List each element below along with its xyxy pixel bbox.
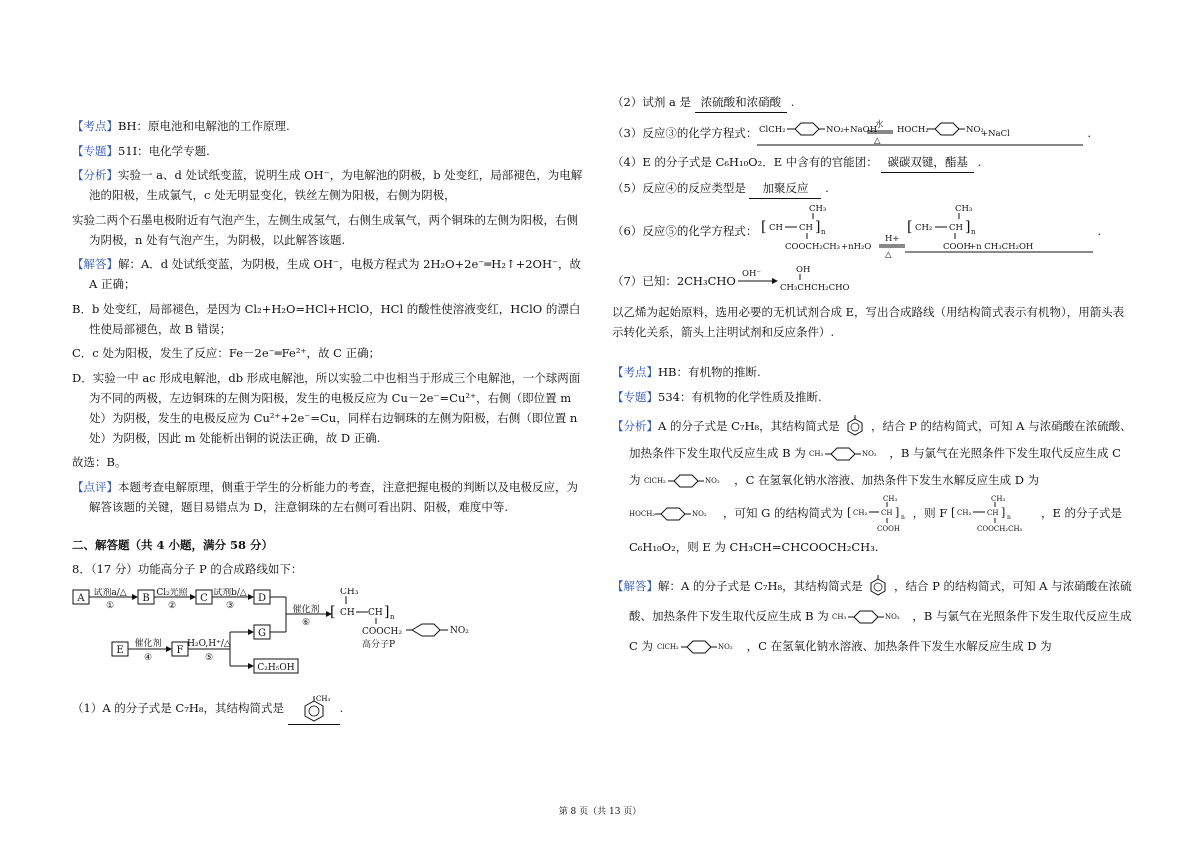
reagent-1: 试剂a/△ [93, 587, 127, 598]
step-2: ② [167, 600, 177, 611]
q8-analysis: 【分析】A 的分子式是 C₇H₈，其结构简式是 ，结合 P 的结构简式，可知 A 与浓硝酸在浓硫酸、加热条件下发生取代反应生成 B 为 CH₃ NO₂ ，B 与氯气在光照条件下发生取代反应生成 C 为 ClCH₂ NO₂ ，C 在氢氧化钠水溶液、加热条件下发生水解反应生成 D 为 HOCH₂ NO₂ ，可知 G 的结构简式为 CH₃ [ CH₂ CH ] n COOH ，则 F CH₃ [ CH₂ CH ] n COOCH₂CH₃ ，E 的分子式是 C₆H₁₀O₂，则 E 为 CH₃CH=CHCOOCH₂CH₃. [612, 413, 1132, 561]
step-1: ① [105, 600, 115, 611]
svg-text:CH₂: CH₂ [956, 508, 972, 517]
svg-text:NO₂: NO₂ [705, 476, 720, 485]
section-title: 二、解答题（共 4 小题，满分 58 分） [72, 537, 274, 552]
q8-q4-answer: 碳碳双键，酯基 [881, 152, 974, 173]
svg-text:COOH: COOH [876, 524, 900, 533]
reagent-3: 试剂b/△ [213, 587, 247, 598]
svg-text:[: [ [907, 219, 913, 235]
svg-text:CH₃: CH₃ [955, 204, 973, 214]
q7-answer-a: 【解答】解：A．d 处试纸变蓝，为阴极，生成 OH⁻，电极方程式为 2H₂O+2e⁻═H₂↑+2OH⁻，故 A 正确； [72, 257, 582, 291]
q7-analysis-2: 实验二两个石墨电极附近有气泡产生，左侧生成氢气，右侧生成氧气，两个铜珠的左侧为阳极，右侧为阴极，n 处有气泡产生，为阴极，以此解答该题. [72, 212, 578, 247]
svg-text:[: [ [950, 505, 956, 519]
q8-q3: （3）反应③的化学方程式： ClCH₂ NO₂ +NaOH 水 △ HOCH₂ NO₂ +NaCl . [612, 119, 1091, 146]
label-g: G [258, 627, 266, 639]
compound-c-structure-2 [657, 639, 747, 655]
svg-text:CH₂: CH₂ [852, 508, 867, 517]
q8-q1-answer [288, 694, 340, 725]
q7-point: 【考点】BH：原电池和电解池的工作原理. [72, 119, 290, 133]
svg-text:CH: CH [949, 223, 964, 233]
synthesis-route-diagram [72, 588, 552, 680]
reagent-4: 催化剂 [134, 638, 162, 649]
svg-text:n: n [971, 228, 976, 236]
svg-text:]: ] [894, 505, 899, 519]
compound-c-structure [644, 473, 734, 489]
page-footer: 第 8 页（共 13 页） [558, 807, 642, 817]
q7-comment: 【点评】本题考查电解原理，侧重于学生的分析能力的考查，注意把握电极的判断以及电极反应，为解答该题的关键，题目易错点为 D，注意铜珠的左右侧可看出阴、阳极，难度中等. [72, 479, 578, 514]
polymer-p-label: 高分子P [362, 639, 396, 650]
svg-text:CH₂: CH₂ [915, 223, 933, 233]
svg-text:n: n [1006, 513, 1011, 521]
q7-topic: 【专题】51I：电化学专题. [72, 143, 210, 158]
svg-text:NO₂: NO₂ [692, 509, 707, 518]
p-n: n [390, 612, 395, 621]
q8-q5: （5）反应④的反应类型是 加聚反应 . [612, 178, 1132, 199]
toluene-icon-2 [866, 574, 890, 600]
step-6: ⑥ [301, 617, 311, 628]
reagent-6: 催化剂 [292, 604, 320, 615]
p-ch3: CH₃ [340, 587, 359, 597]
q8-q1: （1）A 的分子式是 C₇H₈，其结构简式是 CH₃ . [72, 694, 587, 725]
compound-b-structure-2 [832, 609, 912, 625]
svg-text:CH₃: CH₃ [315, 694, 330, 703]
svg-text:+n CH₃CH₂OH: +n CH₃CH₂OH [969, 242, 1034, 252]
step-4: ④ [143, 652, 153, 663]
q7-answer-d: D．实验一中 ac 形成电解池，db 形成电解池，所以实验二中也相当于形成三个电解池，一个球两面为不同的两极，左边铜珠的左侧为阳极，发生的电极反应为 Cu－2e⁻=Cu²⁺，右侧（即位置 m 处）为阴极，发生的电极反应为 Cu²⁺+2e⁻=Cu，同样右边铜珠的左侧为阳极，右侧（即位置 n 处）为阴极，因此 m 处能析出铜的说法正确，故 D 正确. [72, 370, 581, 445]
reagent-2: Cl₂光照 [156, 587, 188, 598]
q8-q2-answer: 浓硫酸和浓硝酸 [695, 92, 788, 113]
svg-text:CH₃: CH₃ [832, 612, 847, 621]
svg-text:NO₂: NO₂ [966, 124, 985, 135]
label-ethanol: C₂H₅OH [257, 662, 295, 673]
aldol-reaction [736, 264, 876, 298]
svg-text:OH: OH [795, 264, 811, 275]
svg-text:]: ] [965, 219, 971, 235]
q7-answer-c: C．c 处为阳极，发生了反应：Fe－2e⁻═Fe²⁺，故 C 正确； [72, 346, 381, 360]
svg-text:△: △ [885, 250, 892, 259]
svg-text:+NaOH: +NaOH [843, 124, 878, 135]
svg-text:]: ] [815, 219, 821, 235]
p-ch: CH [340, 607, 355, 618]
svg-text:n: n [821, 228, 826, 236]
svg-text:H+: H+ [885, 234, 900, 244]
label-e: E [116, 644, 124, 656]
q8-q7: （7）已知：2CH₃CHO OH⁻ OH CH₃CHCH₂CHO [612, 264, 1132, 298]
q7-analysis: 【分析】实验一 a、d 处试纸变蓝，说明生成 OH⁻，为电解池的阴极，b 处变红，局部褪色，为电解池的阳极，生成氯气，c 处无明显变化，铁丝左侧为阳极，右侧为阴极， [72, 168, 583, 202]
svg-text:HOCH₂: HOCH₂ [897, 124, 930, 135]
q8-q5-answer: 加聚反应 [749, 178, 821, 199]
p-ch-2: CH [368, 607, 383, 618]
toluene-structure [296, 694, 332, 724]
svg-text:[: [ [761, 219, 767, 235]
svg-text:CH: CH [986, 508, 999, 517]
svg-text:n: n [900, 513, 905, 521]
q8-q6-equation [757, 203, 1097, 259]
compound-g-structure [847, 494, 913, 534]
label-a: A [77, 592, 85, 604]
svg-text:ClCH₂: ClCH₂ [656, 642, 679, 651]
q8-point: 【考点】HB：有机物的推断. [612, 365, 761, 379]
svg-text:CH₃: CH₃ [809, 204, 827, 214]
q8-q3-equation [757, 118, 1087, 148]
p-cooch2: COOCH₂ [362, 626, 402, 637]
svg-text:CH₃CHCH₂CHO: CH₃CHCH₂CHO [779, 282, 850, 293]
svg-text:CH: CH [799, 223, 814, 233]
q8-q6: （6）反应⑤的化学方程式： CH₃ [ CH CH ] n COOCH₂CH₃ +nH₂O H+ △ CH₃ [ CH₂ CH ] n COOH +n CH₃CH₂OH . [612, 204, 1101, 259]
reagent-5: H₂O,H⁺/△ [187, 638, 231, 649]
svg-text:CH: CH [769, 223, 784, 233]
p-no2: NO₂ [450, 625, 469, 636]
svg-text:NO₂: NO₂ [826, 124, 845, 135]
svg-text:+NaCl: +NaCl [981, 128, 1011, 139]
right-column [612, 92, 1132, 665]
svg-text:]: ] [1000, 505, 1006, 519]
svg-text:COOCH₂CH₃: COOCH₂CH₃ [976, 524, 1023, 533]
svg-text:COOH: COOH [943, 242, 972, 252]
svg-text:HOCH₂: HOCH₂ [629, 509, 656, 518]
toluene-icon [843, 414, 867, 440]
q8-answer: 【解答】解：A 的分子式是 C₇H₈，其结构简式是 ，结合 P 的结构简式，可知 A 与浓硝酸在浓硫酸、加热条件下发生取代反应生成 B 为 CH₃ NO₂ ，B 与氯气在光照条件下发生取代反应生成 C 为 ClCH₂ NO₂ ，C 在氢氧化钠水溶液、加热条件下发生水解反应生成 D 为 [612, 571, 1132, 661]
svg-text:CH₃: CH₃ [990, 494, 1006, 503]
svg-text:]: ] [384, 603, 390, 620]
svg-text:水: 水 [875, 119, 884, 130]
svg-text:NO₂: NO₂ [862, 449, 878, 458]
compound-d-structure [629, 506, 723, 522]
compound-b-structure [809, 446, 889, 462]
q7-choice: 故选：B。 [72, 455, 127, 469]
label-b: B [142, 592, 150, 604]
svg-text:ClCH₂: ClCH₂ [759, 124, 786, 135]
svg-text:CH₃: CH₃ [809, 449, 824, 458]
left-column [72, 116, 587, 729]
q8-q4: （4）E 的分子式是 C₆H₁₀O₂．E 中含有的官能团： 碳碳双键，酯基 . [612, 152, 1132, 173]
q8-stem: 8．（17 分）功能高分子 P 的合成路线如下： [72, 562, 303, 576]
q7-answer-b: B．b 处变红，局部褪色，是因为 Cl₂+H₂O=HCl+HClO，HCl 的酸性使溶液变红，HClO 的漂白性使局部褪色，故 B 错误； [72, 301, 581, 336]
q8-topic: 【专题】534：有机物的化学性质及推断. [612, 389, 822, 404]
svg-text:+nH₂O: +nH₂O [841, 242, 872, 252]
q8-q7-task: 以乙烯为起始原料，选用必要的无机试剂合成 E，写出合成路线（用结构简式表示有机物），用箭头表示转化关系，箭头上注明试剂和反应条件）. [612, 305, 1125, 339]
compound-f-structure [951, 494, 1041, 534]
svg-text:COOCH₂CH₃: COOCH₂CH₃ [785, 242, 841, 252]
svg-text:NO₂: NO₂ [717, 642, 733, 651]
label-f: F [176, 644, 184, 656]
svg-text:NO₂: NO₂ [885, 612, 901, 621]
q8-q2: （2）试剂 a 是 浓硫酸和浓硝酸 . [612, 92, 1132, 113]
step-3: ③ [225, 600, 235, 611]
svg-text:CH: CH [880, 508, 893, 517]
svg-text:[: [ [846, 505, 851, 519]
svg-text:CH₃: CH₃ [882, 494, 897, 503]
svg-text:ClCH₂: ClCH₂ [644, 476, 667, 485]
label-c: C [200, 592, 208, 604]
svg-text:[: [ [330, 603, 336, 620]
step-5: ⑤ [204, 652, 214, 663]
label-d: D [257, 592, 267, 604]
svg-text:OH⁻: OH⁻ [741, 268, 761, 279]
svg-text:△: △ [874, 135, 881, 146]
